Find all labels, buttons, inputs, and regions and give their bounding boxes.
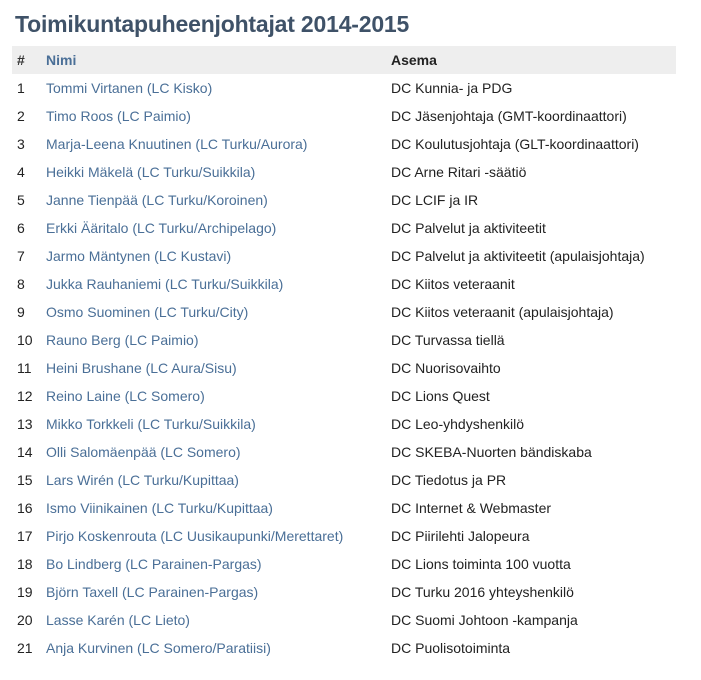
table-row xyxy=(12,158,676,186)
member-name-link[interactable]: Mikko Torkkeli (LC Turku/Suikkila) xyxy=(46,416,256,432)
name-cell xyxy=(46,354,391,382)
member-name-link[interactable]: Osmo Suominen (LC Turku/City) xyxy=(46,304,249,320)
table-row xyxy=(12,270,676,298)
position-cell: DC Puolisotoiminta xyxy=(391,640,511,656)
table-body xyxy=(12,74,676,662)
row-number: 21 xyxy=(17,640,33,656)
row-number: 10 xyxy=(17,332,33,348)
member-name-link[interactable]: Timo Roos (LC Paimio) xyxy=(46,108,191,124)
row-number: 7 xyxy=(17,248,25,264)
row-number: 5 xyxy=(17,192,25,208)
member-name-link[interactable]: Heini Brushane (LC Aura/Sisu) xyxy=(46,360,237,376)
row-number: 17 xyxy=(17,528,33,544)
table-row xyxy=(12,102,676,130)
member-name-link[interactable]: Ismo Viinikainen (LC Turku/Kupittaa) xyxy=(46,500,273,516)
member-name-link[interactable]: Björn Taxell (LC Parainen-Pargas) xyxy=(46,584,259,600)
member-name-link[interactable]: Erkki Ääritalo (LC Turku/Archipelago) xyxy=(46,220,277,236)
name-cell xyxy=(46,270,391,298)
position-cell: DC Lions toiminta 100 vuotta xyxy=(391,556,571,572)
table-row xyxy=(12,634,676,662)
row-number: 15 xyxy=(17,472,33,488)
table-row xyxy=(12,578,676,606)
position-cell: DC Leo-yhdyshenkilö xyxy=(391,416,525,432)
row-number: 19 xyxy=(17,584,33,600)
position-cell: DC Tiedotus ja PR xyxy=(391,472,507,488)
position-cell: DC Kiitos veteraanit xyxy=(391,276,515,292)
chairpersons-table xyxy=(12,46,676,662)
name-cell xyxy=(46,130,391,158)
name-cell xyxy=(46,466,391,494)
row-number: 6 xyxy=(17,220,25,236)
name-cell xyxy=(46,578,391,606)
table-row xyxy=(12,606,676,634)
position-cell: DC Suomi Johtoon -kampanja xyxy=(391,612,578,628)
row-number: 16 xyxy=(17,500,33,516)
name-cell xyxy=(46,326,391,354)
row-number: 8 xyxy=(17,276,25,292)
member-name-link[interactable]: Reino Laine (LC Somero) xyxy=(46,388,205,404)
position-cell: DC LCIF ja IR xyxy=(391,192,479,208)
member-name-link[interactable]: Pirjo Koskenrouta (LC Uusikaupunki/Merettaret) xyxy=(46,528,344,544)
position-cell: DC Turvassa tiellä xyxy=(391,332,505,348)
position-cell: DC SKEBA-Nuorten bändiskaba xyxy=(391,444,592,460)
table-row xyxy=(12,550,676,578)
row-number: 20 xyxy=(17,612,33,628)
name-cell xyxy=(46,522,391,550)
name-cell xyxy=(46,214,391,242)
row-number: 1 xyxy=(17,80,25,96)
name-cell xyxy=(46,438,391,466)
position-cell: DC Piirilehti Jalopeura xyxy=(391,528,530,544)
name-cell xyxy=(46,242,391,270)
position-cell: DC Turku 2016 yhteyshenkilö xyxy=(391,584,574,600)
member-name-link[interactable]: Heikki Mäkelä (LC Turku/Suikkila) xyxy=(46,164,256,180)
table-row xyxy=(12,214,676,242)
member-name-link[interactable]: Janne Tienpää (LC Turku/Koroinen) xyxy=(46,192,268,208)
column-header-position[interactable]: Asema xyxy=(391,52,437,68)
table-row xyxy=(12,130,676,158)
column-header-name[interactable]: Nimi xyxy=(46,52,77,68)
row-number: 3 xyxy=(17,136,25,152)
position-cell: DC Lions Quest xyxy=(391,388,490,404)
row-number: 9 xyxy=(17,304,25,320)
member-name-link[interactable]: Lars Wirén (LC Turku/Kupittaa) xyxy=(46,472,239,488)
column-header-number: # xyxy=(17,52,25,68)
name-cell xyxy=(46,494,391,522)
name-cell xyxy=(46,186,391,214)
position-cell: DC Internet & Webmaster xyxy=(391,500,552,516)
name-cell xyxy=(46,158,391,186)
name-cell xyxy=(46,606,391,634)
table-row xyxy=(12,494,676,522)
table-row xyxy=(12,466,676,494)
position-cell: DC Koulutusjohtaja (GLT-koordinaattori) xyxy=(391,136,639,152)
member-name-link[interactable]: Anja Kurvinen (LC Somero/Paratiisi) xyxy=(46,640,271,656)
table-row xyxy=(12,354,676,382)
member-name-link[interactable]: Rauno Berg (LC Paimio) xyxy=(46,332,199,348)
row-number: 4 xyxy=(17,164,25,180)
name-cell xyxy=(46,74,391,102)
position-cell: DC Palvelut ja aktiviteetit xyxy=(391,220,546,236)
table-row xyxy=(12,326,676,354)
position-cell: DC Nuorisovaihto xyxy=(391,360,501,376)
table-row xyxy=(12,382,676,410)
name-cell xyxy=(46,634,391,662)
row-number: 13 xyxy=(17,416,33,432)
name-cell xyxy=(46,298,391,326)
table-row xyxy=(12,242,676,270)
member-name-link[interactable]: Marja-Leena Knuutinen (LC Turku/Aurora) xyxy=(46,136,308,152)
page-title: Toimikuntapuheenjohtajat 2014-2015 xyxy=(15,11,410,37)
table-row xyxy=(12,410,676,438)
member-name-link[interactable]: Jarmo Mäntynen (LC Kustavi) xyxy=(46,248,232,264)
position-cell: DC Kiitos veteraanit (apulaisjohtaja) xyxy=(391,304,614,320)
position-cell: DC Arne Ritari -säätiö xyxy=(391,164,527,180)
member-name-link[interactable]: Bo Lindberg (LC Parainen-Pargas) xyxy=(46,556,262,572)
position-cell: DC Jäsenjohtaja (GMT-koordinaattori) xyxy=(391,108,627,124)
member-name-link[interactable]: Tommi Virtanen (LC Kisko) xyxy=(46,80,213,96)
row-number: 2 xyxy=(17,108,25,124)
table-header-row xyxy=(12,46,676,74)
position-cell: DC Kunnia- ja PDG xyxy=(391,80,513,96)
row-number: 12 xyxy=(17,388,33,404)
table-row xyxy=(12,74,676,102)
table-row xyxy=(12,438,676,466)
row-number: 14 xyxy=(17,444,33,460)
position-cell: DC Palvelut ja aktiviteetit (apulaisjohtaja) xyxy=(391,248,645,264)
name-cell xyxy=(46,382,391,410)
table-row xyxy=(12,298,676,326)
name-cell xyxy=(46,102,391,130)
member-name-link[interactable]: Olli Salomäenpää (LC Somero) xyxy=(46,444,241,460)
member-name-link[interactable]: Jukka Rauhaniemi (LC Turku/Suikkila) xyxy=(46,276,284,292)
member-name-link[interactable]: Lasse Karén (LC Lieto) xyxy=(46,612,190,628)
row-number: 18 xyxy=(17,556,33,572)
row-number: 11 xyxy=(17,360,32,376)
name-cell xyxy=(46,550,391,578)
name-cell xyxy=(46,410,391,438)
table-row xyxy=(12,522,676,550)
table-row xyxy=(12,186,676,214)
